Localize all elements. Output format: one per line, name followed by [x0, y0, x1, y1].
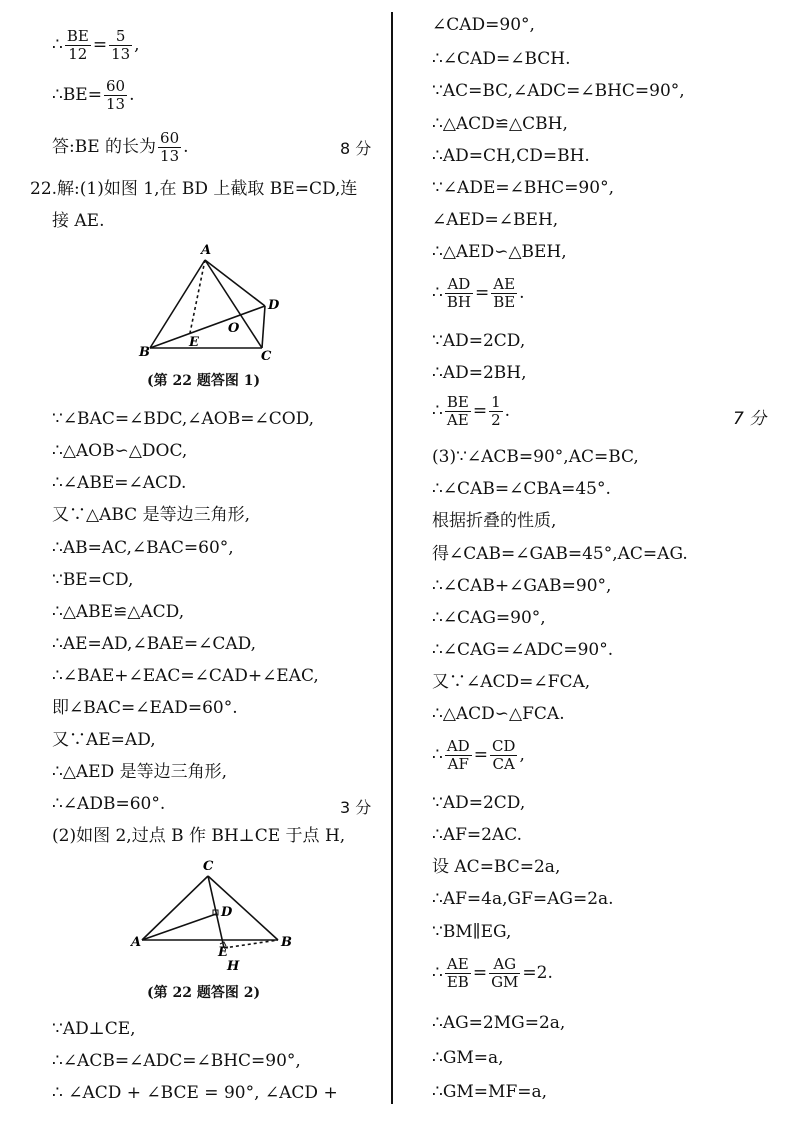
proof-line: ∴∠CAB=∠CBA=45°. — [432, 479, 611, 499]
edge-cb — [208, 876, 278, 940]
text: = — [474, 283, 490, 303]
fraction — [490, 738, 518, 773]
proof-line: ∵∠ADE=∠BHC=90°, — [432, 178, 614, 198]
part-2-heading: (2)如图 2,过点 B 作 BH⊥CE 于点 H, — [52, 826, 346, 846]
proof-line: ∵AD=2CD, — [432, 331, 526, 351]
proof-line: ∵AD⊥CE, — [52, 1019, 136, 1039]
score-3: 3 分 — [340, 798, 372, 817]
text: = — [473, 745, 488, 765]
figure-2-caption: (第 22 题答图 2) — [147, 985, 261, 1001]
fraction — [489, 394, 503, 429]
figure-1 — [135, 240, 295, 365]
proof-line: ∴∠ADB=60°. — [52, 794, 166, 814]
fraction — [65, 28, 91, 63]
denominator: 13 — [111, 45, 131, 63]
proof-line: ∴∠BAE+∠EAC=∠CAD+∠EAC, — [52, 666, 319, 686]
numerator: AD — [446, 737, 470, 755]
denominator: EB — [446, 973, 469, 991]
label-a: A — [201, 243, 212, 258]
proof-line: ∴△AED∽△BEH, — [432, 242, 567, 262]
proof-line: ∵BE=CD, — [52, 570, 134, 590]
label-h: H — [227, 959, 240, 973]
proof-line: ∴AE=AD,∠BAE=∠CAD, — [52, 634, 257, 654]
text: , — [134, 35, 140, 55]
denominator: 13 — [160, 147, 180, 165]
label-d: D — [268, 298, 280, 313]
proof-line: ∴ ∠ACD + ∠BCE = 90°, ∠ACD + — [52, 1083, 338, 1103]
numerator: BE — [66, 27, 89, 45]
proof-line: 设 AC=BC=2a, — [432, 857, 561, 877]
numerator: 60 — [105, 77, 126, 95]
numerator: CD — [491, 737, 516, 755]
text: ∴ — [432, 745, 443, 765]
column-divider — [391, 12, 393, 1104]
numerator: BE — [446, 393, 469, 411]
text: ∴BE= — [52, 85, 102, 105]
denominator: BE — [493, 293, 516, 311]
label-a: A — [131, 935, 142, 950]
fraction-line-1 — [432, 276, 525, 311]
proof-line: ∴∠CAB+∠GAB=90°, — [432, 576, 612, 596]
proof-line: ∴∠ACB=∠ADC=∠BHC=90°, — [52, 1051, 301, 1071]
proof-line: 得∠CAB=∠GAB=45°,AC=AG. — [432, 544, 688, 564]
denominator: 13 — [105, 95, 126, 113]
numerator: 60 — [160, 129, 180, 147]
proof-line: ∴AG=2MG=2a, — [432, 1013, 566, 1033]
proof-line: 即∠BAC=∠EAD=60°. — [52, 698, 238, 718]
text: ∴ — [432, 283, 443, 303]
proof-line: ∴AD=2BH, — [432, 363, 527, 383]
denominator: 2 — [491, 411, 501, 429]
text: ∴ — [52, 35, 63, 55]
text: ∴ — [432, 401, 443, 421]
proof-line: ∴△ABE≌△ACD, — [52, 602, 185, 622]
denominator: 12 — [68, 45, 88, 63]
proof-line: (3)∵∠ACB=90°,AC=BC, — [432, 447, 639, 467]
proof-line: ∴∠CAG=∠ADC=90°. — [432, 640, 614, 660]
edge-ad — [205, 260, 265, 306]
fraction — [158, 130, 181, 165]
proof-line: ∠AED=∠BEH, — [432, 210, 559, 230]
q22-heading-cont: 接 AE. — [52, 211, 105, 231]
figure-1-caption: (第 22 题答图 1) — [147, 373, 261, 389]
edge-dc — [262, 306, 265, 348]
label-c: C — [203, 859, 214, 874]
label-c: C — [261, 349, 272, 364]
label-e: E — [218, 945, 228, 960]
label-b: B — [281, 935, 292, 950]
edge-hb-dashed — [224, 940, 278, 948]
denominator: GM — [491, 973, 519, 991]
numerator: AD — [445, 276, 473, 294]
proof-line: ∵AC=BC,∠ADC=∠BHC=90°, — [432, 81, 685, 101]
denominator: AE — [446, 411, 469, 429]
figure-2 — [130, 858, 295, 973]
proof-line: ∴AF=4a,GF=AG=2a. — [432, 889, 614, 909]
proof-line: ∴△ACD≌△CBH, — [432, 114, 568, 134]
proof-line: ∴∠CAD=∠BCH. — [432, 49, 571, 69]
score-8: 8 分 — [340, 139, 372, 158]
text: ∴ — [432, 963, 443, 983]
proof-line: ∴△AED 是等边三角形, — [52, 762, 228, 782]
numerator: AE — [491, 276, 517, 294]
fraction-line-2 — [432, 394, 510, 429]
text: = — [472, 963, 488, 983]
label-d: D — [221, 905, 233, 920]
numerator: AG — [489, 956, 520, 974]
numerator: AE — [445, 956, 471, 974]
proof-line: 又∵△ABC 是等边三角形, — [52, 505, 250, 525]
proof-line: ∴△ACD∽△FCA. — [432, 704, 565, 724]
proof-line: ∵AD=2CD, — [432, 793, 526, 813]
edge-ad — [142, 914, 216, 940]
fraction — [445, 738, 472, 773]
proof-line: ∴△AOB∽△DOC, — [52, 441, 188, 461]
left-line-2 — [52, 78, 134, 113]
label-b: B — [139, 345, 150, 360]
text: =2. — [522, 963, 553, 983]
fraction — [104, 78, 127, 113]
fraction — [445, 956, 471, 991]
fraction — [109, 28, 132, 63]
proof-line: ∵∠BAC=∠BDC,∠AOB=∠COD, — [52, 409, 315, 429]
proof-line: ∴∠CAG=90°, — [432, 608, 546, 628]
denominator: CA — [492, 755, 515, 773]
fraction — [491, 276, 517, 311]
proof-line: 又∵AE=AD, — [52, 730, 156, 750]
numerator: 5 — [109, 28, 132, 46]
denominator: AF — [447, 755, 469, 773]
proof-line: ∴∠ABE=∠ACD. — [52, 473, 187, 493]
text: 答:BE 的长为 — [52, 137, 157, 157]
text: . — [504, 401, 511, 421]
proof-line: ∴GM=MF=a, — [432, 1082, 548, 1102]
text: = — [472, 401, 488, 421]
proof-line: ∠CAD=90°, — [432, 15, 535, 35]
edge-ca — [142, 876, 208, 940]
text: . — [183, 137, 189, 157]
text: . — [519, 283, 525, 303]
numerator: 1 — [491, 393, 501, 411]
fraction-line-4 — [432, 956, 553, 991]
label-e: E — [189, 335, 199, 350]
proof-line: ∴GM=a, — [432, 1048, 504, 1068]
score-7: 7 分 — [733, 409, 767, 429]
left-line-1 — [52, 28, 140, 63]
proof-line: 根据折叠的性质, — [432, 511, 557, 531]
fraction — [445, 394, 471, 429]
proof-line: ∵BM∥EG, — [432, 922, 512, 942]
text: = — [92, 35, 108, 55]
fraction-line-3 — [432, 738, 525, 773]
denominator: BH — [446, 293, 471, 311]
fraction — [445, 276, 473, 311]
left-line-3 — [52, 130, 189, 165]
fraction — [489, 956, 520, 991]
label-o: O — [228, 321, 240, 336]
proof-line: ∴AD=CH,CD=BH. — [432, 146, 590, 166]
text: , — [519, 745, 525, 765]
q22-heading: 22.解:(1)如图 1,在 BD 上截取 BE=CD,连 — [30, 179, 358, 199]
text: . — [129, 85, 135, 105]
proof-line: ∴AF=2AC. — [432, 825, 523, 845]
proof-line: ∴AB=AC,∠BAC=60°, — [52, 538, 234, 558]
proof-line: 又∵∠ACD=∠FCA, — [432, 672, 591, 692]
